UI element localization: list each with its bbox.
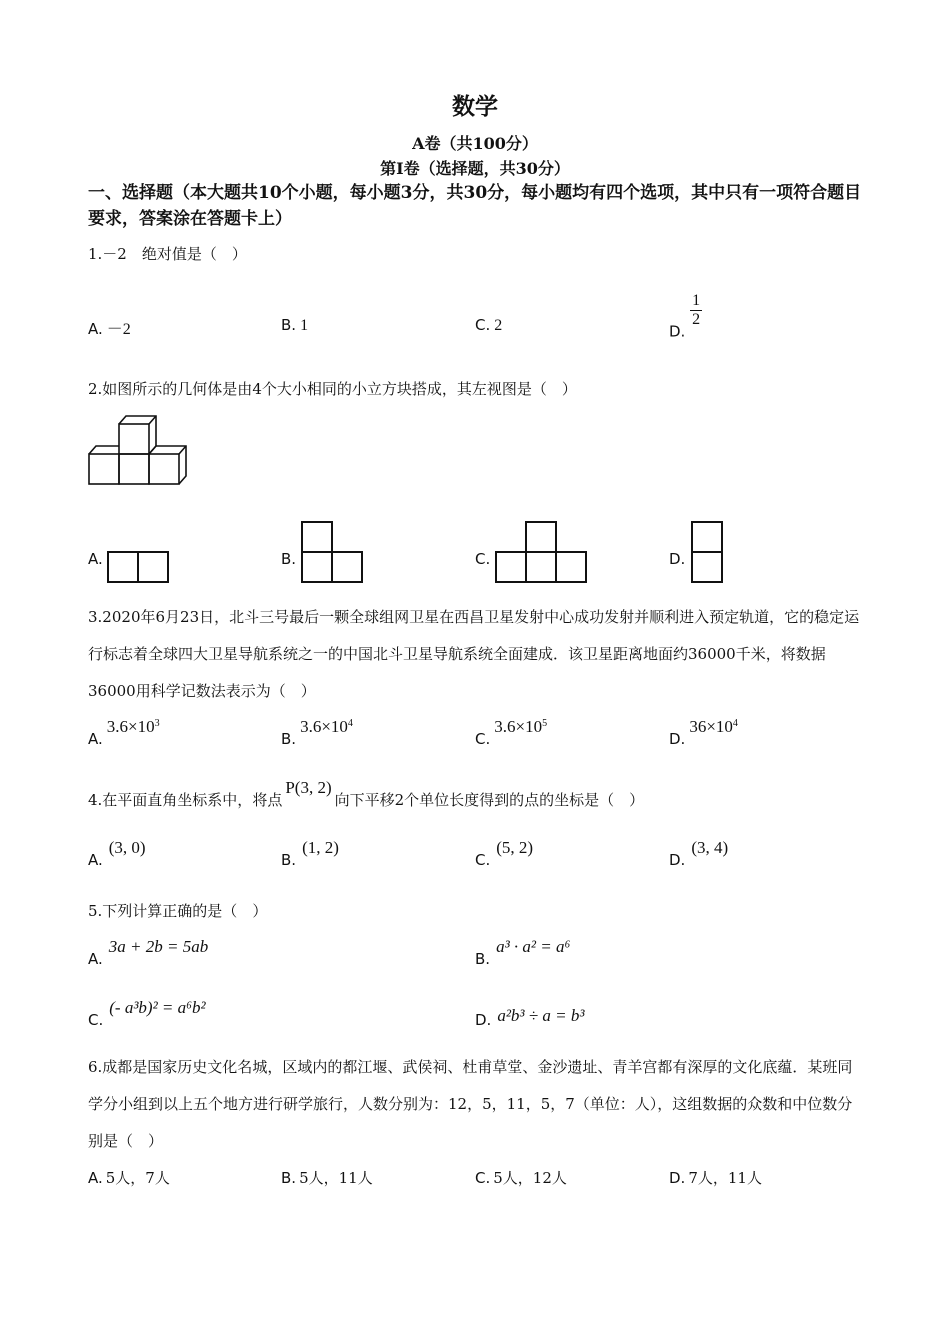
q1-stem: 1.－2 绝对值是（ ） <box>88 245 247 263</box>
q3-option-b[interactable]: $B.3.6\times 10^4$ <box>281 717 353 748</box>
q3-option-c[interactable]: $C.3.6\times 10^5$ <box>475 717 548 748</box>
q4-option-b[interactable]: B.(1, 2) <box>281 838 339 869</box>
q2-option-d[interactable]: D. <box>669 550 686 568</box>
q1-option-b[interactable]: B. 1 <box>281 316 309 334</box>
q2-option-b[interactable]: B. <box>281 550 297 568</box>
q6-option-d[interactable]: D. 7人，11人 <box>669 1169 762 1187</box>
q5-stem: 5.下列计算正确的是（ ） <box>88 902 268 920</box>
q5-option-c[interactable]: C.(- a³b)² = a⁶b² <box>88 998 206 1029</box>
solid-figure-diagram <box>84 410 200 490</box>
q2-option-c[interactable]: C. <box>475 550 491 568</box>
q2-view-d <box>690 520 726 584</box>
q2-view-c <box>494 520 590 584</box>
q4-stem: 4.在平面直角坐标系中，将点P(3, 2)向下平移2个单位长度得到的点的坐标是（ ） <box>88 778 645 809</box>
q3-stem: 3.2020年6月23日，北斗三号最后一颗全球组网卫星在西昌卫星发射中心成功发射并顺利进入预定轨道，它的稳定运行标志着全球四大卫星导航系统之一的中国北斗卫星导航系统全面建成．该卫星距离地面约36000千米，将数据36000用科学记数法表示为（ ） <box>88 608 860 700</box>
q2-view-b <box>300 520 366 584</box>
section-heading: 一、选择题（本大题共10个小题，每小题3分，共30分，每小题均有四个选项，其中只有一项符合题目要求，答案涂在答题卡上） <box>88 183 862 229</box>
q5-option-a[interactable]: A.3a + 2b = 5ab <box>88 937 209 968</box>
q5-option-d[interactable]: D. a²b³ ÷ a = b³ <box>475 1006 585 1029</box>
q2-stem: 2.如图所示的几何体是由4个大小相同的小立方块搭成，其左视图是（ ） <box>88 380 577 398</box>
fraction-one-half: $\frac{1}{2}$ <box>692 292 701 328</box>
page-title: 数学 <box>452 93 498 120</box>
q3-option-a[interactable]: $A.3.6\times 10^3$ <box>88 717 160 748</box>
part-heading: 第Ⅰ卷（选择题，共30分） <box>380 159 570 178</box>
q6-option-a[interactable]: A. 5人，7人 <box>88 1169 170 1187</box>
q6-stem: 6.成都是国家历史文化名城，区域内的都江堰、武侯祠、杜甫草堂、金沙遗址、青羊宫都有深厚的文化底蕴．某班同学分小组到以上五个地方进行研学旅行，人数分别为：12，5，11，5，7（单位：人），这组数据的众数和中位数分别是（ ） <box>88 1058 853 1150</box>
volume-heading: A卷（共100分） <box>412 134 538 153</box>
q4-option-a[interactable]: A.(3, 0) <box>88 838 146 869</box>
q4-option-c[interactable]: C.(5, 2) <box>475 838 534 869</box>
q1-option-d[interactable]: D. $\frac{1}{2}$ <box>669 292 701 341</box>
q1-option-a[interactable]: A. －2 <box>88 320 131 338</box>
q6-option-b[interactable]: B. 5人，11人 <box>281 1169 373 1187</box>
q1-option-c[interactable]: C. 2 <box>475 316 503 334</box>
q6-option-c[interactable]: C. 5人，12人 <box>475 1169 567 1187</box>
q5-option-b[interactable]: B.a³ · a² = a⁶ <box>475 937 571 968</box>
q4-option-d[interactable]: D.(3, 4) <box>669 838 729 869</box>
q3-option-d[interactable]: $D.36\times 10^4$ <box>669 717 738 748</box>
q2-view-a <box>106 550 172 584</box>
q2-option-a[interactable]: A. <box>88 550 103 568</box>
